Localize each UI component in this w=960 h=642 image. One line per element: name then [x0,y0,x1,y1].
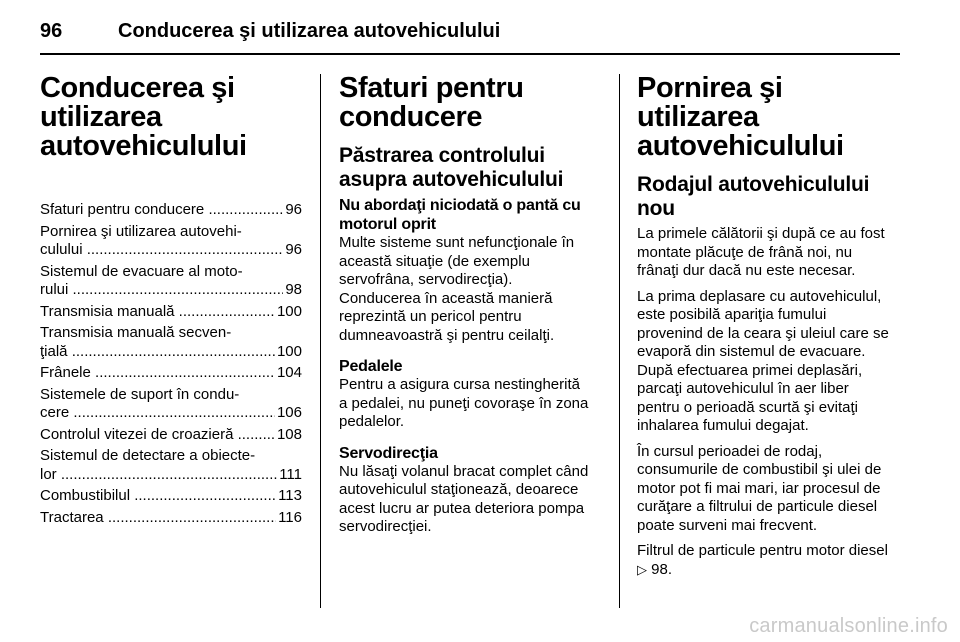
toc-entry[interactable] [40,487,302,506]
toc-leader-dots [73,281,284,300]
subsection-title [339,144,603,192]
heading-power-steering: Servodirecţia [339,444,438,462]
toc-page-number: 104 [276,364,302,381]
toc-entry[interactable] [40,426,302,445]
toc-entry-row [40,303,302,322]
toc-leader-dots [95,364,275,383]
text-line: această situaţie (de exemplu [339,252,530,270]
toc-leader-dots [179,303,275,322]
text-line: montate plăcuţe de frână noi, nu [637,243,853,261]
text-line: a pedalei, nu puneţi covoraşe în zona [339,394,589,412]
page-number: 96 [40,20,63,42]
column-starting-operating [637,74,902,582]
subsection-title-line: Păstrarea controlului [339,144,545,167]
toc-page-number: 96 [285,241,302,258]
chapter-title-line: utilizarea [40,101,162,133]
column-driving-tips [339,74,603,540]
toc-leader-dots [238,426,275,445]
toc-entry-text: Combustibilul [40,487,135,504]
toc-entry-text: rului [40,281,73,298]
toc-leader-dots [108,509,276,528]
toc-entry-text: ţială [40,342,72,360]
toc-page-number: 96 [285,201,302,218]
toc-entry-row [40,241,302,260]
toc-entry-text: Sfaturi pentru conducere [40,201,209,218]
toc-entry-row [40,201,302,220]
toc-leader-dots [134,487,276,506]
toc-entry-text: Tractarea [40,508,108,526]
toc-page-number: 106 [276,404,302,421]
text-line: Filtrul de particule pentru motor diesel [637,542,888,559]
section-title-line: Sfaturi pentru [339,72,524,104]
toc-leader-dots [208,201,283,220]
section-title-line: Pornirea şi utilizarea [637,72,783,133]
toc-entry-row [40,426,302,445]
toc-entry-row [40,404,302,423]
toc-page-number: 98 [285,281,302,298]
column-divider [619,74,620,608]
toc-entry-text: Frânele [40,364,96,381]
text-line: La prima deplasare cu autovehiculul, [637,287,882,305]
subsection-title [637,173,902,221]
toc-entry-row [40,487,302,506]
text-line: dumneavoastră şi pentru ceilalţi. [339,326,555,344]
toc-entry-text: cere [40,404,74,421]
heading-line: Nu abordaţi niciodată o pantă cu [339,197,581,214]
subsection-title-line: asupra autovehiculului [339,168,564,191]
text-line: La primele călătorii şi după ce au fost [637,225,885,242]
text-line: pentru o perioadă scurtă şi evitaţi [637,398,858,416]
toc-page-number: 100 [276,302,302,320]
text-line: este posibilă apariţia fumului [637,306,827,323]
toc-entry[interactable] [40,263,302,300]
toc-entry-text: Transmisia manuală [40,302,179,320]
column-toc [40,74,302,530]
text-line: servofrâna, servodirecţia). [339,271,513,288]
text-line: parcaţi autovehiculul în aer liber [637,380,849,397]
subsection-title-line: nou [637,197,675,220]
toc-entry-text: Pornirea şi utilizarea autovehi- [40,222,242,240]
text-line: Conducerea în această manieră [339,289,553,307]
subsection-title-line: Rodajul autovehiculului [637,173,870,196]
running-title: Conducerea şi utilizarea autovehiculului [118,20,501,42]
toc-leader-dots [87,241,284,260]
text-line: Pentru a asigura cursa nestingherită [339,376,580,393]
text-line: În cursul perioadei de rodaj, [637,442,823,460]
header-rule [40,53,900,55]
text-line: curăţare a filtrului de particule diesel [637,498,878,515]
section-title-line: autovehiculului [637,130,844,162]
toc-entry-row [40,343,302,362]
chapter-title [40,74,302,161]
paragraph-power-steering [339,463,603,537]
page-header [40,14,900,48]
paragraph-engine-off [339,234,603,345]
toc-page-number: 108 [276,425,302,443]
text-line: reprezintă un pericol pentru [339,308,522,325]
toc-entry[interactable] [40,303,302,322]
chapter-title-line: autovehiculului [40,130,247,162]
toc-entry[interactable] [40,447,302,484]
toc-leader-dots [61,466,277,485]
toc-entry-row [40,509,302,528]
heading-engine-off [339,196,603,234]
toc-entry[interactable] [40,509,302,528]
text-line: servodirecţiei. [339,518,432,535]
page-reference-number: 98. [651,560,673,578]
toc-entry-text: Transmisia manuală secven- [40,324,232,341]
paragraph-first-trips [637,225,902,281]
page-reference[interactable] [637,561,902,580]
text-line: Nu lăsaţi volanul bracat complet când [339,462,589,480]
text-line: evaporă din sistemul de evacuare. [637,343,866,360]
toc-entry-row [40,466,302,485]
paragraph-smoke [637,288,902,436]
toc-entry-text: lor [40,465,61,483]
toc-page-number: 116 [278,508,302,526]
text-line: poate surveni mai frecvent. [637,516,818,534]
toc-leader-dots [73,404,275,423]
paragraph-consumption [637,443,902,536]
text-line: inhalarea fumului degajat. [637,417,809,434]
toc-entry[interactable] [40,223,302,260]
toc-entry-text: culului [40,241,87,258]
toc-entry[interactable] [40,324,302,361]
heading-line: motorul oprit [339,216,436,233]
toc-entry[interactable] [40,201,302,220]
section-title [637,74,902,161]
table-of-contents [40,201,302,527]
text-line: motor pot fi mai mari, iar procesul de [637,479,881,497]
chapter-title-line: Conducerea şi [40,72,235,104]
toc-entry-text: Sistemele de suport în condu- [40,385,240,403]
toc-entry[interactable] [40,364,302,383]
paragraph-diesel-filter [637,542,902,579]
text-line: consumurile de combustibil şi ulei de [637,461,882,478]
toc-leader-dots [72,343,275,362]
toc-page-number: 100 [276,342,302,360]
text-line: acest lucru ar putea deteriora pompa [339,499,585,517]
toc-entry-text: Sistemul de detectare a obiecte- [40,447,256,464]
page-reference-icon: ▷ [637,561,647,577]
toc-page-number: 113 [278,487,302,504]
text-line: pedalelor. [339,413,405,430]
text-line: După efectuarea primei deplasări, [637,361,863,379]
toc-entry-row [40,364,302,383]
text-line: provenind de la ceara şi uleiul care se [637,324,889,342]
column-divider [320,74,321,608]
toc-entry-text: Sistemul de evacuare al moto- [40,262,243,280]
text-line: frânaţi dur dacă nu este necesar. [637,262,856,279]
toc-page-number: 111 [279,465,302,483]
section-title [339,74,603,132]
toc-entry-text: Controlul vitezei de croazieră [40,425,238,443]
paragraph-pedals [339,376,603,432]
text-line: Multe sisteme sunt nefuncţionale în [339,234,575,251]
section-title-line: conducere [339,101,483,133]
watermark: carmanualsonline.info [749,615,948,637]
toc-entry[interactable] [40,386,302,423]
toc-entry-row [40,281,302,300]
heading-pedals: Pedalele [339,358,403,375]
text-line: autovehiculul staţionează, deoarece [339,481,579,498]
